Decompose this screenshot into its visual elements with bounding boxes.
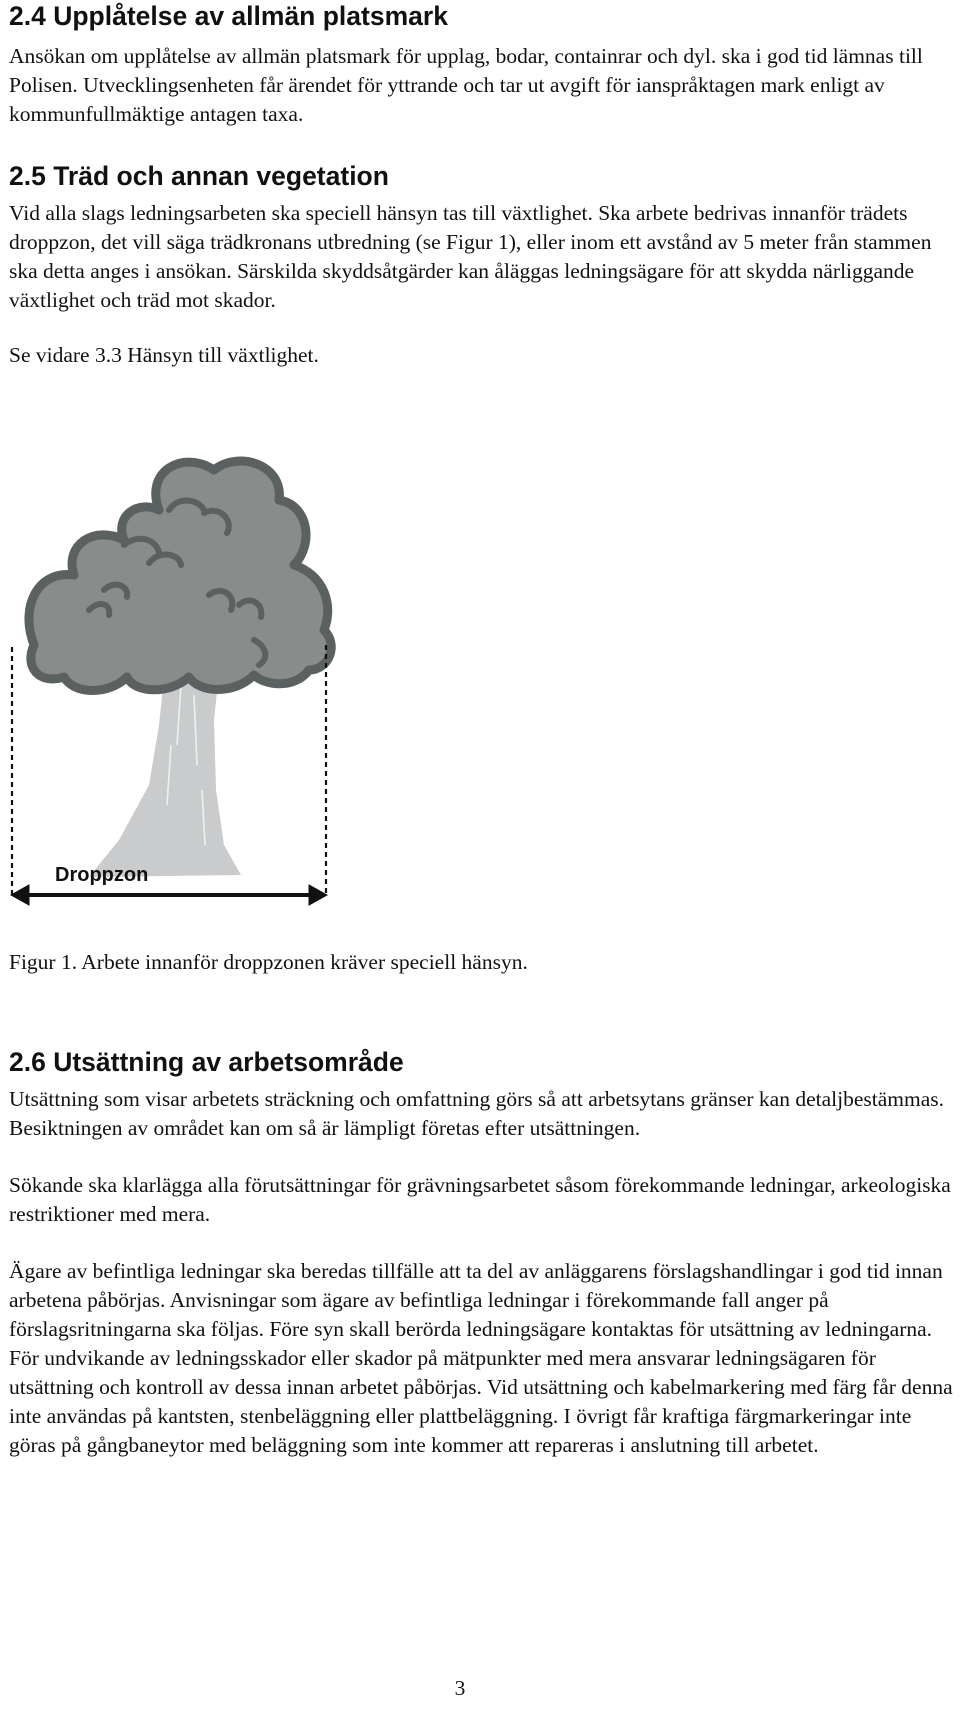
section-paragraph: Vid alla slags ledningsarbeten ska speciell hänsyn tas till växtlighet. Ska arbete bedrivas innanför trädets droppzon, det vill säga trädkronans utbredning (se Figur 1), eller inom ett avstånd av 5 meter från stammen ska detta anges i ansökan. Särskilda skyddsåtgärder kan åläggas ledningsägare för att skydda närliggande växtlighet och träd mot skador. bbox=[9, 201, 932, 312]
figure-caption: Figur 1. Arbete innanför droppzonen kräver speciell hänsyn. bbox=[9, 950, 528, 974]
section-heading: 2.5 Träd och annan vegetation bbox=[9, 161, 389, 191]
dripzone-arrow bbox=[11, 885, 327, 905]
section-2-4 bbox=[9, 0, 954, 129]
dripzone-label: Droppzon bbox=[55, 864, 149, 886]
section-2-5 bbox=[9, 160, 954, 370]
section-heading: 2.6 Utsättning av arbetsområde bbox=[9, 1047, 404, 1077]
section-paragraph: Se vidare 3.3 Hänsyn till växtlighet. bbox=[9, 343, 319, 367]
tree-crown bbox=[29, 461, 331, 690]
section-paragraph: Ansökan om upplåtelse av allmän platsmark för upplag, bodar, containrar och dyl. ska i god tid lämnas till Polisen. Utvecklingsenheten får ärendet för yttrande och tar ut avgift för ianspråktagen mark enligt av kommunfullmäktige antagen taxa. bbox=[9, 44, 923, 126]
section-paragraph: Sökande ska klarlägga alla förutsättningar för grävningsarbetet såsom förekommande ledningar, arkeologiska restriktioner med mera. bbox=[9, 1173, 951, 1226]
tree-illustration bbox=[9, 445, 349, 920]
section-paragraph: Ägare av befintliga ledningar ska beredas tillfälle att ta del av anläggarens förslagshandlingar i god tid innan arbetena påbörjas. Anvisningar som ägare av befintliga ledningar i förekommande fall anger på förslagsritningarna ska följas. Före syn skall berörda ledningsägare kontaktas för utsättning av ledningarna. För undvikande av ledningsskador eller skador på mätpunkter med mera ansvarar ledningsägaren för utsättning och kontroll av dessa innan arbetet påbörjas. Vid utsättning och kabelmarkering med färg får denna inte användas på kantsten, stenbeläggning eller plattbeläggning. I övrigt får kraftiga färgmarkeringar inte göras på gångbaneytor med beläggning som inte kommer att repareras i anslutning till arbetet. bbox=[9, 1259, 953, 1457]
page-number: 3 bbox=[454, 1676, 466, 1700]
section-2-6 bbox=[9, 1046, 954, 1460]
section-heading: 2.4 Upplåtelse av allmän platsmark bbox=[9, 1, 448, 31]
tree-dripzone-figure bbox=[9, 445, 349, 920]
section-paragraph: Utsättning som visar arbetets sträckning och omfattning görs så att arbetsytans gränser kan detaljbestämmas. Besiktningen av området kan om så är lämpligt företas efter utsättningen. bbox=[9, 1087, 945, 1140]
